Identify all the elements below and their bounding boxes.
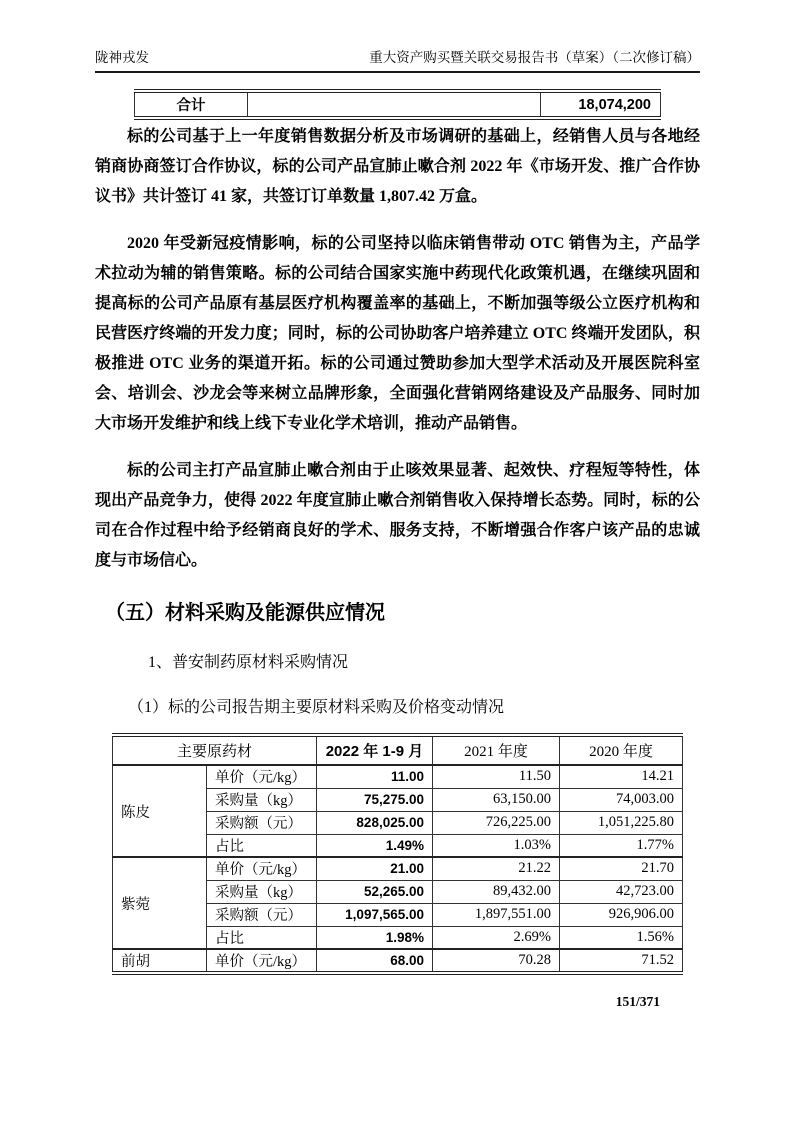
value-cell-2021: 1.03%: [433, 834, 560, 857]
header-report-title: 重大资产购买暨关联交易报告书（草案）（二次修订稿）: [369, 50, 700, 65]
material-name-cell: 紫菀: [112, 857, 206, 949]
page-number: 151/371: [615, 994, 660, 1009]
value-cell-2020: 1,051,225.80: [560, 811, 683, 834]
table-row: [112, 765, 682, 788]
col-header-material: 主要原药材: [112, 735, 316, 765]
value-cell-2022: 68.00: [317, 949, 433, 973]
value-cell-2021: 1,897,551.00: [433, 903, 560, 926]
table-row: [112, 949, 682, 973]
material-name-cell: 陈皮: [112, 765, 206, 857]
metric-label-cell: 占比: [206, 834, 316, 857]
header-company-name: 陇神戎发: [95, 50, 149, 65]
value-cell-2020: 71.52: [560, 949, 683, 973]
value-cell-2021: 726,225.00: [433, 811, 560, 834]
total-row-label: 合计: [135, 91, 248, 118]
value-cell-2022: 828,025.00: [317, 811, 433, 834]
col-header-2020: 2020 年度: [560, 735, 683, 765]
total-row-value: 18,074,200: [541, 91, 661, 118]
metric-label-cell: 采购量（kg）: [206, 788, 316, 811]
metric-label-cell: 采购额（元）: [206, 811, 316, 834]
value-cell-2022: 11.00: [317, 765, 433, 788]
col-header-2022: 2022 年 1-9 月: [317, 735, 433, 765]
value-cell-2022: 1,097,565.00: [317, 903, 433, 926]
value-cell-2020: 42,723.00: [560, 880, 683, 903]
body-text-block: [95, 122, 700, 576]
metric-label-cell: 单价（元/kg）: [206, 765, 316, 788]
value-cell-2020: 21.70: [560, 857, 683, 880]
value-cell-2022: 21.00: [317, 857, 433, 880]
value-cell-2022: 1.98%: [317, 926, 433, 949]
table-row: [112, 857, 682, 880]
materials-purchase-table: [112, 733, 683, 975]
total-row-blank-cell: [248, 91, 541, 118]
running-header: [95, 50, 700, 73]
paragraph-covid-strategy: 2020 年受新冠疫情影响，标的公司坚持以临床销售带动 OTC 销售为主，产品学术拉动为辅的销售策略。标的公司结合国家实施中药现代化政策机遇，在继续巩固和提高标的公司产品原有基层医疗机构覆盖率的基础上，不断加强等级公立医疗机构和民营医疗终端的开发力度；同时，标的公司协助客户培养建立 OTC 终端开发团队，积极推进 OTC 业务的渠道开拓。标的公司通过赞助参加大型学术活动及开展医院科室会、培训会、沙龙会等来树立品牌形象，全面强化营销网络建设及产品服务、同时加大市场开发维护和线上线下专业化学术培训，推动产品销售。: [95, 235, 700, 432]
carryover-total-table: [134, 89, 661, 120]
paragraph-product-competitiveness: 标的公司主打产品宣肺止嗽合剂由于止咳效果显著、起效快、疗程短等特性，体现出产品竞争力，使得 2022 年度宣肺止嗽合剂销售收入保持增长态势。同时，标的公司在合作过程中给予经销商良好的学术、服务支持，不断增强合作客户该产品的忠诚度与市场信心。: [95, 462, 700, 569]
subsection-heading: 1、普安制药原材料采购情况: [148, 654, 349, 671]
value-cell-2021: 63,150.00: [433, 788, 560, 811]
value-cell-2020: 14.21: [560, 765, 683, 788]
value-cell-2022: 75,275.00: [317, 788, 433, 811]
metric-label-cell: 单价（元/kg）: [206, 949, 316, 973]
value-cell-2021: 70.28: [433, 949, 560, 973]
value-cell-2021: 2.69%: [433, 926, 560, 949]
table-row: [135, 91, 661, 118]
value-cell-2020: 926,906.00: [560, 903, 683, 926]
section-heading: （五）材料采购及能源供应情况: [105, 602, 385, 624]
value-cell-2021: 11.50: [433, 765, 560, 788]
value-cell-2020: 1.77%: [560, 834, 683, 857]
material-name-cell: 前胡: [112, 949, 206, 973]
value-cell-2021: 89,432.00: [433, 880, 560, 903]
value-cell-2021: 21.22: [433, 857, 560, 880]
value-cell-2020: 74,003.00: [560, 788, 683, 811]
table-header-row: [112, 735, 682, 765]
metric-label-cell: 采购量（kg）: [206, 880, 316, 903]
value-cell-2020: 1.56%: [560, 926, 683, 949]
metric-label-cell: 占比: [206, 926, 316, 949]
paragraph-sales-agreements: 标的公司基于上一年度销售数据分析及市场调研的基础上，经销售人员与各地经销商协商签订合作协议，标的公司产品宣肺止嗽合剂 2022 年《市场开发、推广合作协议书》共计签订 41 家，共签订订单数量 1,807.42 万盒。: [95, 128, 700, 205]
value-cell-2022: 52,265.00: [317, 880, 433, 903]
col-header-2021: 2021 年度: [433, 735, 560, 765]
item-heading: （1）标的公司报告期主要原材料采购及价格变动情况: [128, 699, 505, 716]
value-cell-2022: 1.49%: [317, 834, 433, 857]
metric-label-cell: 采购额（元）: [206, 903, 316, 926]
metric-label-cell: 单价（元/kg）: [206, 857, 316, 880]
